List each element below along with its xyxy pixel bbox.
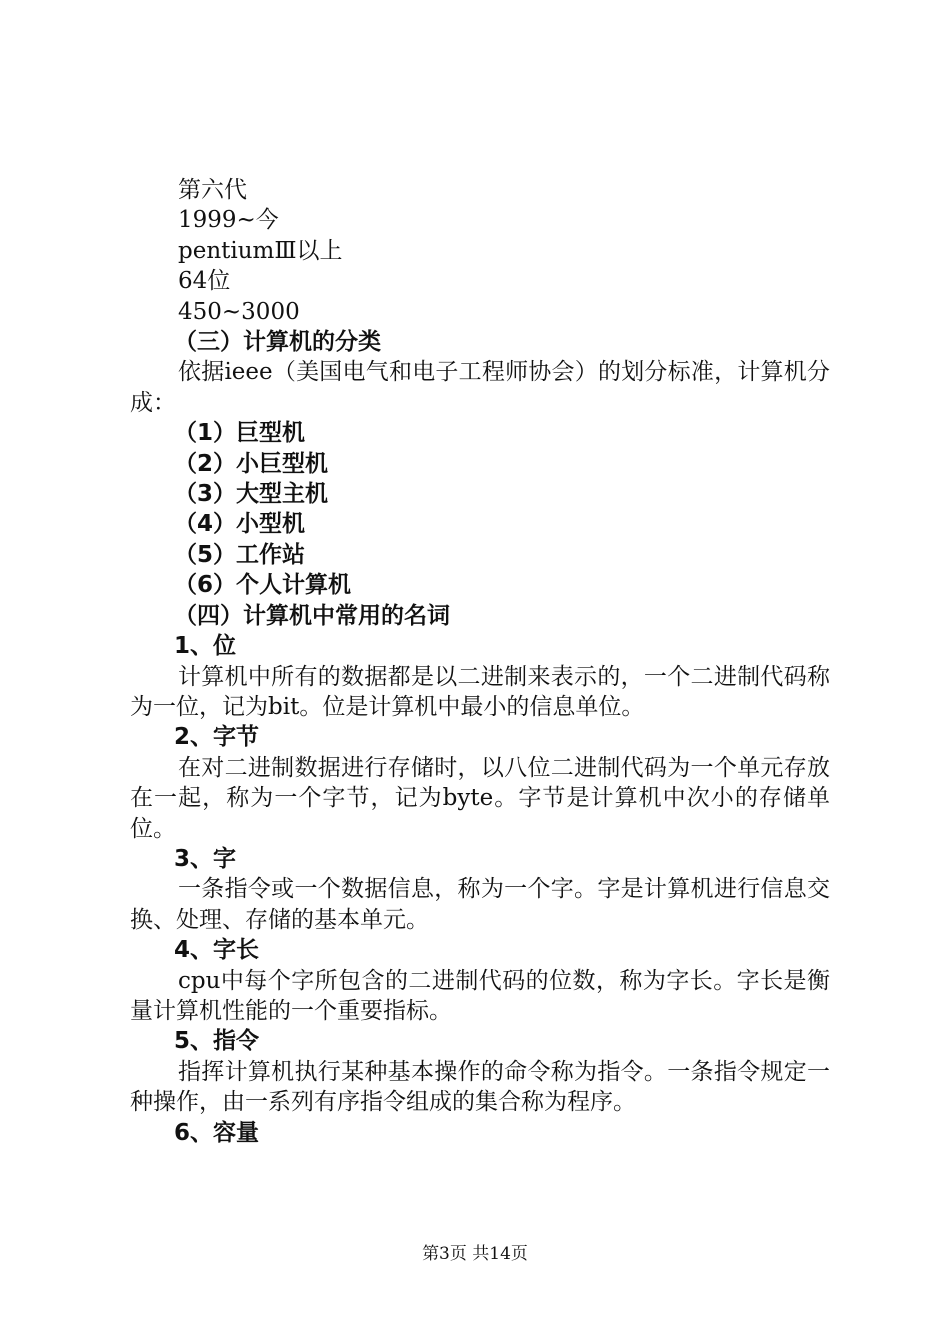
list-item: （5）工作站 [174, 541, 306, 568]
list-item: （6）个人计算机 [174, 572, 352, 599]
term-text: cpu中每个字所包含的二进制代码的位数，称为字长。字长是衡量计算机性能的一个重要指标。 [130, 967, 830, 1024]
term-title: 4、字长 [174, 937, 260, 964]
term-title: 1、位 [174, 633, 237, 660]
list-item: （2）小巨型机 [174, 450, 329, 477]
text-line: 第六代 [178, 177, 247, 203]
text-line: 1999~今 [178, 207, 279, 234]
term-text: 一条指令或一个数据信息，称为一个字。字是计算机进行信息交换、处理、存储的基本单元。 [130, 876, 830, 933]
list-item: （3）大型主机 [174, 481, 329, 508]
page-footer: 第3页 共14页 [422, 1244, 528, 1264]
term-text: 指挥计算机执行某种基本操作的命令称为指令。一条指令规定一种操作，由一系列有序指令组成的集合称为程序。 [130, 1058, 830, 1116]
text-line: 64位 [178, 268, 231, 295]
section-heading: （三）计算机的分类 [174, 329, 381, 356]
list-item: （1）巨型机 [174, 420, 306, 447]
text-line: pentiumⅢ以上 [178, 237, 343, 264]
term-title: 5、指令 [174, 1028, 260, 1055]
paragraph: 依据ieee（美国电气和电子工程师协会）的划分标准，计算机分成： [130, 359, 830, 416]
section-heading: （四）计算机中常用的名词 [174, 602, 450, 629]
list-item: （4）小型机 [174, 511, 306, 538]
term-title: 6、容量 [174, 1119, 260, 1146]
term-text: 在对二进制数据进行存储时，以八位二进制代码为一个单元存放在一起，称为一个字节，记为byte。字节是计算机中次小的存储单位。 [130, 754, 830, 842]
term-title: 2、字节 [174, 724, 260, 751]
page-content [130, 175, 830, 1148]
text-line: 450~3000 [178, 298, 300, 325]
term-title: 3、字 [174, 845, 237, 872]
term-text: 计算机中所有的数据都是以二进制来表示的，一个二进制代码称为一位，记为bit。位是计算机中最小的信息单位。 [130, 663, 830, 720]
